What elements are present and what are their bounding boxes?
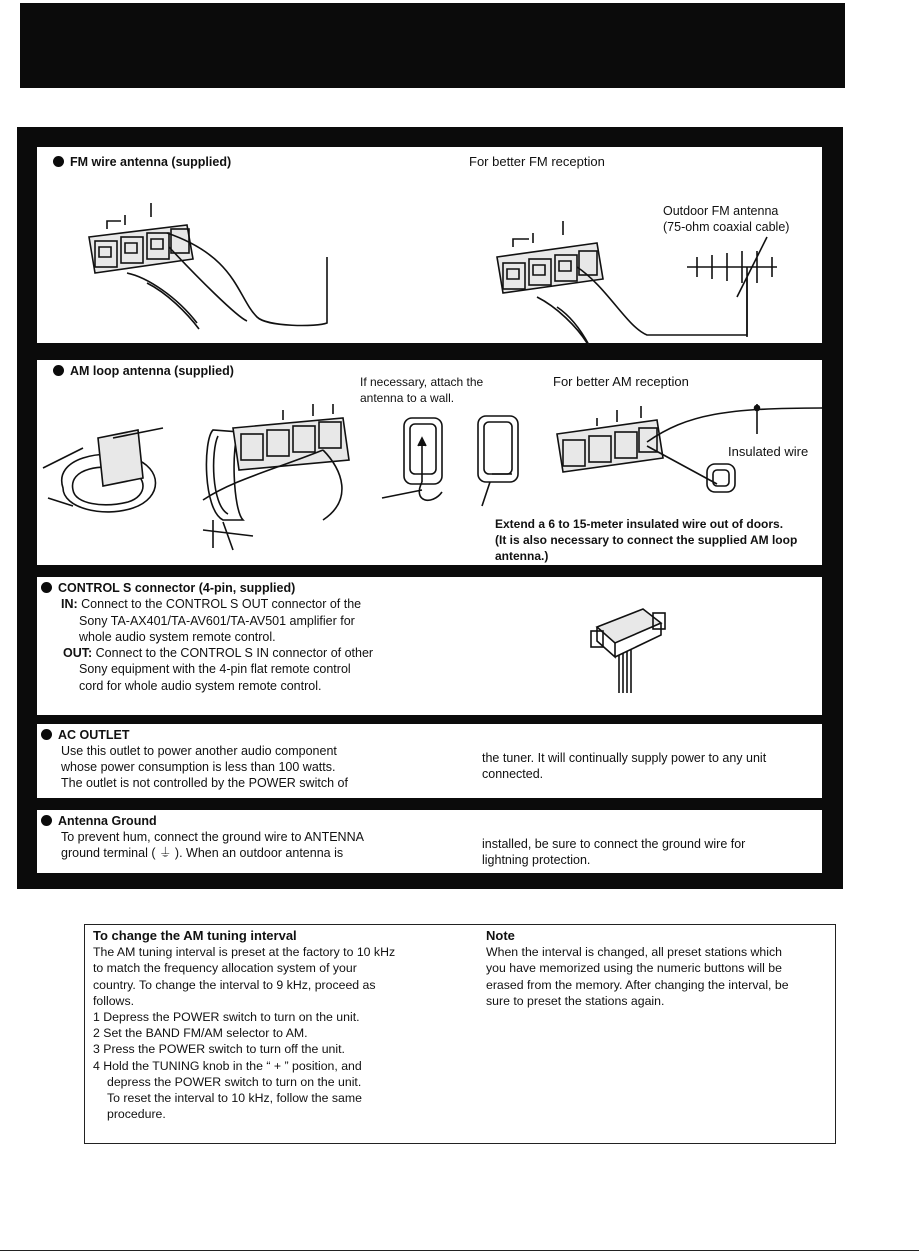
fm-outdoor-antenna-illustration <box>477 217 797 347</box>
ground-line4: lightning protection. <box>482 853 591 867</box>
fm-wire-antenna-illustration <box>87 197 327 337</box>
ac-outlet-line1: Use this outlet to power another audio component <box>61 744 337 758</box>
wall-mount-line1: If necessary, attach the <box>360 375 484 389</box>
note-line3: erased from the memory. After changing the interval, be <box>486 977 789 992</box>
bullet-icon <box>53 156 64 167</box>
am-interval-step4a: 4 Hold the TUNING knob in the “ + ” position, and <box>93 1058 362 1073</box>
bullet-icon <box>41 582 52 593</box>
ground-line1: To prevent hum, connect the ground wire to ANTENNA <box>61 830 364 844</box>
in-label: IN: <box>61 597 78 612</box>
am-loop-connect-illustration <box>173 400 373 560</box>
am-interval-step4d: procedure. <box>107 1107 166 1122</box>
note-line4: sure to preset the stations again. <box>486 993 665 1008</box>
ac-outlet-text-left <box>41 727 348 791</box>
control-s-out-line3: cord for whole audio system remote control. <box>79 678 322 693</box>
fm-antenna-panel <box>37 147 822 343</box>
connections-frame <box>17 127 843 889</box>
am-interval-box <box>84 924 836 1144</box>
ac-outlet-panel <box>37 724 822 798</box>
control-s-connector-illustration <box>589 605 669 695</box>
out-text: Connect to the CONTROL S IN connector of other <box>92 646 374 661</box>
control-s-panel <box>37 577 822 715</box>
extend-wire-line1: Extend a 6 to 15-meter insulated wire out of doors. <box>495 517 784 531</box>
am-interval-step4c: To reset the interval to 10 kHz, follow the same <box>107 1091 362 1106</box>
ac-outlet-heading: AC OUTLET <box>58 728 130 742</box>
am-interval-step2: 2 Set the BAND FM/AM selector to AM. <box>93 1026 308 1041</box>
header-bar <box>20 3 845 88</box>
ground-text-left <box>41 813 364 861</box>
ground-heading: Antenna Ground <box>58 814 157 828</box>
am-better-reception: For better AM reception <box>553 374 689 389</box>
am-interval-step4b: depress the POWER switch to turn on the unit. <box>107 1074 362 1089</box>
note-line2: you have memorized using the numeric buttons will be <box>486 961 782 976</box>
control-s-heading: CONTROL S connector (4-pin, supplied) <box>58 581 296 595</box>
outdoor-antenna-label: Outdoor FM antenna <box>663 204 779 218</box>
am-interval-p1: The AM tuning interval is preset at the factory to 10 kHz <box>93 945 396 960</box>
am-interval-p4: follows. <box>93 993 135 1008</box>
control-s-out-line1 <box>41 645 373 661</box>
wall-mount-line2: antenna to a wall. <box>360 391 455 405</box>
ground-line2: ground terminal ( ⏚ ). When an outdoor antenna is <box>61 846 344 860</box>
coaxial-cable-label: (75-ohm coaxial cable) <box>663 220 790 234</box>
ac-outlet-line3: The outlet is not controlled by the POWER switch of <box>61 776 348 790</box>
control-s-out-line2: Sony equipment with the 4-pin flat remote control <box>79 662 351 677</box>
am-antenna-panel <box>37 360 822 565</box>
am-interval-title: To change the AM tuning interval <box>93 928 297 943</box>
ground-text-right <box>482 836 745 868</box>
am-loop-stand-illustration <box>43 408 173 518</box>
fm-better-reception: For better FM reception <box>469 154 605 169</box>
am-outdoor-wire-illustration <box>557 404 827 504</box>
out-label: OUT: <box>63 646 93 661</box>
bullet-icon <box>41 815 52 826</box>
control-s-in-line1 <box>41 596 373 612</box>
ac-outlet-text-right <box>482 750 766 782</box>
note-line1: When the interval is changed, all preset stations which <box>486 945 782 960</box>
am-interval-text <box>93 928 395 1122</box>
ac-outlet-line5: connected. <box>482 767 544 781</box>
bullet-icon <box>53 365 64 376</box>
am-interval-step3: 3 Press the POWER switch to turn off the unit. <box>93 1042 345 1057</box>
in-text: Connect to the CONTROL S OUT connector of the <box>77 597 362 612</box>
wall-mount-illustration <box>382 412 522 512</box>
insulated-wire-label: Insulated wire <box>728 444 809 459</box>
page-bottom-rule <box>0 1250 919 1251</box>
note-text <box>486 928 789 1009</box>
am-heading: AM loop antenna (supplied) <box>53 363 234 379</box>
control-s-text <box>41 580 373 694</box>
control-s-in-line2: Sony TA-AX401/TA-AV601/TA-AV501 amplifier for <box>79 613 355 628</box>
note-title: Note <box>486 928 515 943</box>
extend-wire-line2: (It is also necessary to connect the supplied AM loop <box>495 533 798 547</box>
am-interval-step1: 1 Depress the POWER switch to turn on the unit. <box>93 1010 360 1025</box>
ac-outlet-line4: the tuner. It will continually supply power to any unit <box>482 751 767 765</box>
fm-heading: FM wire antenna (supplied) <box>53 154 231 170</box>
am-interval-p3: country. To change the interval to 9 kHz, proceed as <box>93 977 376 992</box>
am-interval-p2: to match the frequency allocation system of your <box>93 961 357 976</box>
antenna-ground-panel <box>37 810 822 873</box>
extend-wire-line3: antenna.) <box>495 549 549 563</box>
ground-line3: installed, be sure to connect the ground wire for <box>482 837 746 851</box>
bullet-icon <box>41 729 52 740</box>
ac-outlet-line2: whose power consumption is less than 100 watts. <box>61 760 336 774</box>
control-s-in-line3: whole audio system remote control. <box>79 629 276 644</box>
